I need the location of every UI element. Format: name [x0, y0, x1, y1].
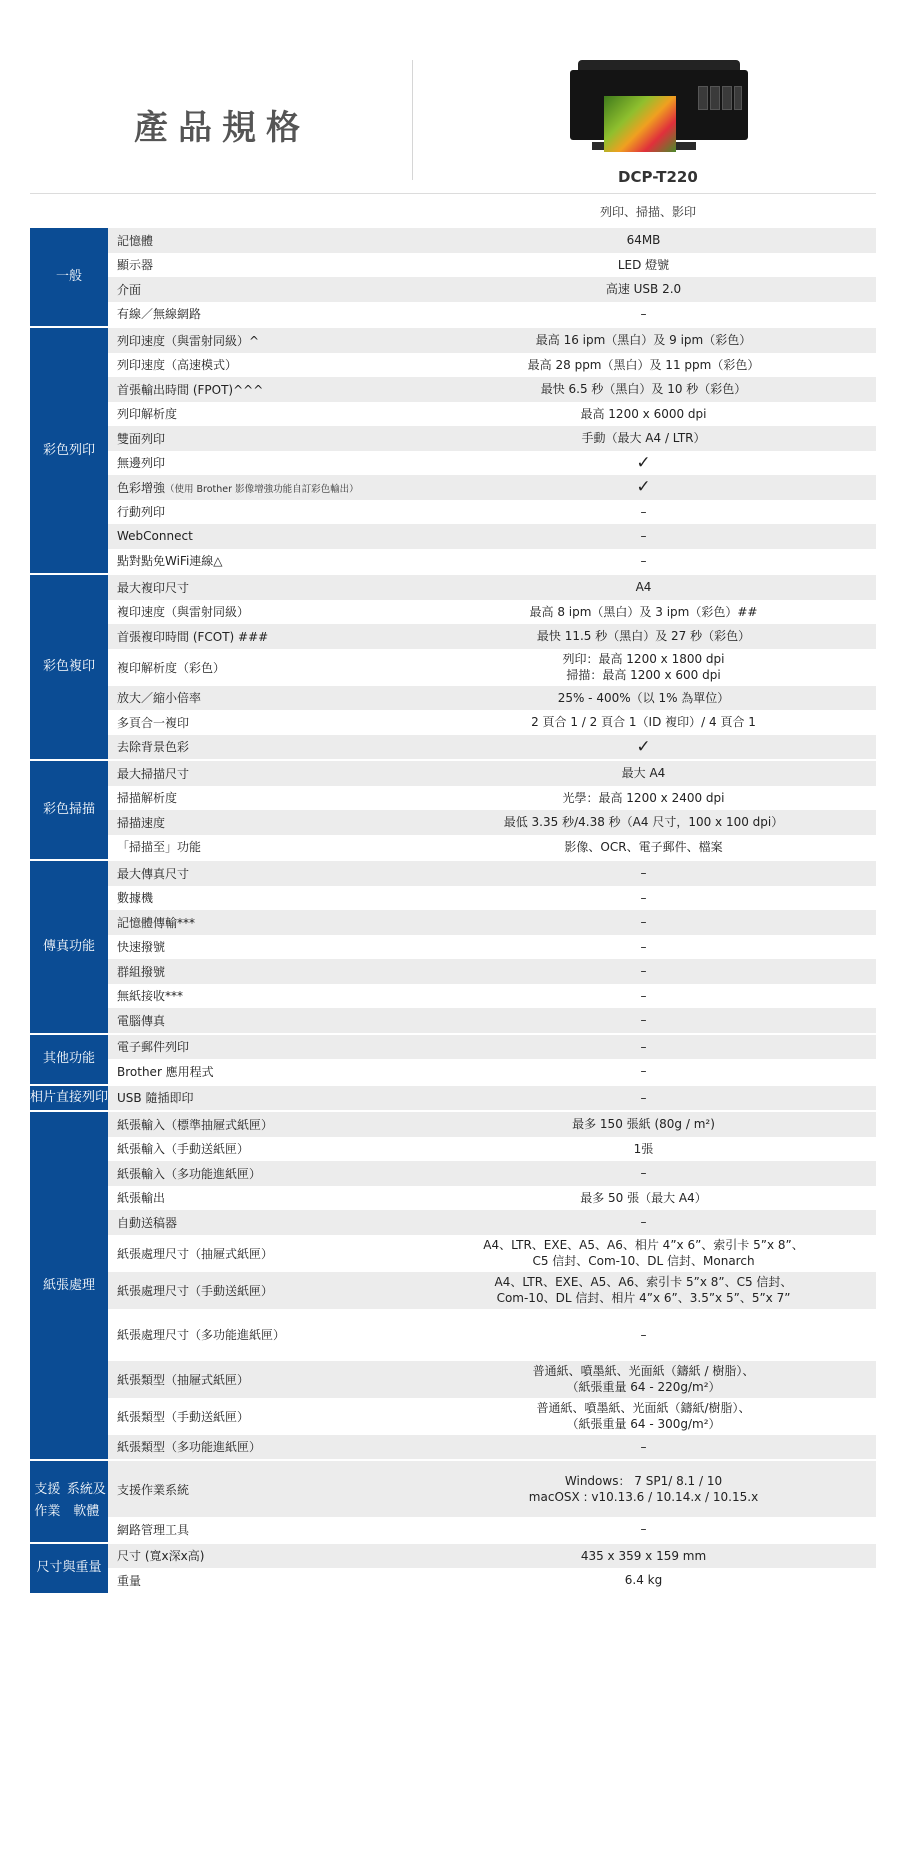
spec-value	[411, 628, 876, 644]
spec-value-text: macOSX : v10.13.6 / 10.14.x / 10.15.x	[528, 1490, 759, 1504]
spec-row	[108, 835, 876, 860]
spec-name	[108, 814, 411, 831]
spec-value-text: A4	[635, 580, 652, 595]
group-label	[30, 1461, 108, 1542]
spec-group	[30, 228, 876, 326]
spec-name-text: 紙張類型（抽屜式紙匣）	[117, 1372, 250, 1387]
spec-row	[108, 1435, 876, 1460]
spec-name-text: 去除背景色彩	[117, 740, 190, 755]
spec-value	[411, 430, 876, 446]
spec-value-text: 最高 8 ipm（黑白）及 3 ipm（彩色）##	[529, 604, 758, 619]
spec-name-text: 列印速度（與雷射同級）^	[117, 333, 260, 348]
spec-value	[411, 1363, 876, 1395]
spec-name	[108, 503, 411, 520]
spec-row	[108, 549, 876, 574]
spec-name-text: 紙張輸入（手動送紙匣）	[117, 1142, 250, 1157]
spec-name-text: 雙面列印	[117, 431, 166, 446]
spec-name-text: 多頁合一複印	[117, 715, 190, 730]
spec-name-text: USB 隨插即印	[117, 1091, 194, 1106]
spec-row	[108, 1137, 876, 1162]
spec-name-text: 無邊列印	[117, 456, 166, 471]
spec-value	[411, 281, 876, 297]
spec-row	[108, 1059, 876, 1084]
spec-row	[108, 1008, 876, 1033]
spec-value-text: –	[640, 1522, 647, 1537]
spec-name-text: 支援作業系統	[117, 1482, 190, 1497]
spec-value-text: 最高 16 ipm（黑白）及 9 ipm（彩色）	[535, 333, 752, 348]
page-title: 產品規格	[134, 108, 310, 148]
spec-value	[411, 1063, 876, 1079]
spec-name	[108, 479, 411, 496]
spec-value-text: 光學：最高 1200 x 2400 dpi	[562, 790, 725, 805]
spec-row	[108, 1361, 876, 1398]
spec-name-text: 列印速度（高速模式）	[117, 358, 238, 373]
spec-name	[108, 579, 411, 596]
spec-name	[108, 838, 411, 855]
group-label-text: 彩色列印	[42, 442, 95, 458]
spec-value-text: –	[640, 553, 647, 568]
spec-value	[411, 1274, 876, 1306]
spec-name-text: 有線／無線網路	[117, 307, 202, 322]
spec-name	[108, 1438, 411, 1455]
group-label	[30, 761, 108, 859]
spec-value	[411, 257, 876, 273]
model-features: 列印、掃描、影印	[600, 205, 697, 219]
spec-row	[108, 786, 876, 811]
spec-name	[108, 628, 411, 645]
spec-name	[108, 659, 411, 676]
spec-value-text: 25% - 400%（以 1% 為單位）	[557, 690, 730, 705]
spec-row	[108, 377, 876, 402]
spec-value	[411, 528, 876, 544]
spec-row	[108, 710, 876, 735]
spec-value-text: 影像、OCR、電子郵件、檔案	[564, 839, 723, 854]
spec-name	[108, 865, 411, 882]
spec-value-text: 最低 3.35 秒/4.38 秒（A4 尺寸，100 x 100 dpi）	[503, 815, 784, 830]
spec-value	[411, 452, 876, 473]
spec-value-text: –	[640, 939, 647, 954]
group-label-text: 相片直接列印	[30, 1089, 109, 1105]
group-label-text: 其他功能	[42, 1051, 95, 1066]
spec-name-text: 最大傳真尺寸	[117, 866, 190, 881]
spec-value	[411, 1012, 876, 1028]
spec-name	[108, 1326, 411, 1343]
spec-name	[108, 1481, 411, 1498]
spec-name-text: 快速撥號	[117, 940, 166, 955]
spec-value-text: –	[640, 1064, 647, 1079]
spec-row	[108, 1309, 876, 1361]
spec-value	[411, 604, 876, 620]
spec-name	[108, 332, 411, 349]
group-label-text: 紙張處理	[42, 1277, 95, 1293]
spec-name	[108, 738, 411, 755]
spec-name	[108, 1547, 411, 1564]
spec-name-text: 網路管理工具	[117, 1522, 190, 1537]
spec-name-text: 紙張輸入（標準抽屜式紙匣）	[117, 1117, 274, 1132]
spec-row	[108, 328, 876, 353]
spec-group	[30, 1544, 876, 1593]
spec-header	[0, 0, 900, 219]
spec-value	[411, 1165, 876, 1181]
spec-name	[108, 765, 411, 782]
spec-row	[108, 761, 876, 786]
spec-name-text: 電子郵件列印	[117, 1040, 190, 1055]
spec-name	[108, 789, 411, 806]
spec-name-text: 尺寸 (寬x深x高)	[117, 1549, 205, 1564]
spec-name	[108, 1012, 411, 1029]
spec-row	[108, 1544, 876, 1569]
spec-value-text: 最快 6.5 秒（黑白）及 10 秒（彩色）	[540, 382, 747, 397]
spec-value-text: Com-10、DL 信封、相片 4”x 6”、3.5”x 5”、5”x 7”	[496, 1291, 791, 1305]
spec-name-text: 複印速度（與雷射同級）	[117, 605, 250, 620]
spec-name	[108, 381, 411, 398]
spec-group	[30, 861, 876, 1033]
spec-name-text: 紙張輸出	[117, 1191, 166, 1206]
spec-value-text: –	[640, 1090, 647, 1105]
spec-name	[108, 1408, 411, 1425]
spec-row	[108, 277, 876, 302]
spec-value-text: –	[640, 1013, 647, 1028]
spec-row	[108, 1112, 876, 1137]
spec-value	[411, 406, 876, 422]
spec-row	[108, 353, 876, 378]
spec-value-text: 2 頁合 1 / 2 頁合 1（ID 複印）/ 4 頁合 1	[531, 715, 756, 730]
spec-name	[108, 281, 411, 298]
spec-row	[108, 649, 876, 686]
spec-value	[411, 332, 876, 348]
spec-group	[30, 575, 876, 759]
spec-value-text: 1張	[633, 1141, 654, 1156]
spec-value	[411, 306, 876, 322]
spec-value-text: 普通紙、噴墨紙、光面紙（鑄紙 / 樹脂）、	[532, 1364, 755, 1378]
spec-name-text: Brother 應用程式	[117, 1064, 214, 1079]
spec-name	[108, 1282, 411, 1299]
spec-name	[108, 405, 411, 422]
group-label	[30, 1086, 108, 1111]
check-icon: ✓	[636, 477, 651, 498]
spec-name-text: 點對點免WiFi連線△	[117, 554, 223, 569]
spec-value	[411, 1327, 876, 1343]
spec-value	[411, 1190, 876, 1206]
spec-row	[108, 959, 876, 984]
spec-row	[108, 1461, 876, 1517]
spec-value-text: –	[640, 1215, 647, 1230]
spec-name	[108, 1371, 411, 1388]
spec-value	[411, 1439, 876, 1455]
spec-value	[411, 1116, 876, 1132]
spec-value-text: –	[640, 866, 647, 881]
group-label-text: 系統及軟體	[66, 1482, 106, 1520]
spec-value-text: （紙張重量 64 - 300g/m²）	[566, 1417, 721, 1431]
spec-value-text: –	[640, 529, 647, 544]
group-label	[30, 1112, 108, 1459]
spec-value-text: 最多 150 張紙 (80g / m²)	[572, 1117, 715, 1132]
spec-value	[411, 890, 876, 906]
header-rule	[30, 193, 876, 194]
spec-row	[108, 984, 876, 1009]
spec-name	[108, 1521, 411, 1538]
group-label	[30, 328, 108, 573]
spec-value-text: 普通紙、噴墨紙、光面紙（鑄紙/樹脂）、	[536, 1401, 751, 1415]
spec-name-text: 紙張輸入（多功能進紙匣）	[117, 1166, 262, 1181]
spec-value-text: A4、LTR、EXE、A5、A6、索引卡 5”x 8”、C5 信封、	[494, 1275, 793, 1289]
spec-value	[411, 814, 876, 830]
spec-value	[411, 579, 876, 595]
spec-value-text: –	[640, 890, 647, 905]
spec-name	[108, 356, 411, 373]
group-label-text: 傳真功能	[42, 938, 95, 954]
spec-name	[108, 1038, 411, 1055]
spec-name-text: 行動列印	[117, 505, 166, 520]
spec-value	[411, 963, 876, 979]
spec-value-text: 掃描：最高 1200 x 600 dpi	[566, 668, 721, 682]
spec-value	[411, 988, 876, 1004]
spec-name-text: 「掃描至」功能	[117, 840, 202, 855]
spec-value-text: 最大 A4	[621, 766, 666, 781]
spec-name	[108, 1063, 411, 1080]
spec-name	[108, 454, 411, 471]
spec-value-text: 最快 11.5 秒（黑白）及 27 秒（彩色）	[536, 629, 751, 644]
spec-name-text: 複印解析度（彩色）	[117, 660, 226, 675]
group-label-text: 彩色複印	[42, 659, 95, 674]
spec-row	[108, 624, 876, 649]
spec-name	[108, 603, 411, 620]
spec-value-text: –	[640, 1039, 647, 1054]
spec-name	[108, 889, 411, 906]
spec-value-text: 手動（最大 A4 / LTR）	[581, 431, 706, 446]
spec-name-text: 數據機	[117, 891, 154, 906]
spec-name-text: 列印解析度	[117, 407, 178, 422]
spec-name	[108, 256, 411, 273]
spec-name-text: WebConnect	[117, 529, 193, 544]
spec-name-text: 記憶體	[117, 233, 154, 248]
spec-group	[30, 1035, 876, 1084]
spec-name	[108, 1089, 411, 1106]
spec-value-text: –	[640, 1327, 647, 1342]
spec-value-text: LED 燈號	[617, 257, 670, 272]
spec-name-text: 重量	[117, 1573, 142, 1588]
spec-value	[411, 1039, 876, 1055]
spec-value	[411, 381, 876, 397]
spec-name-text: 無紙接收***	[117, 989, 184, 1004]
spec-value	[411, 1548, 876, 1564]
spec-row	[108, 475, 876, 500]
spec-row	[108, 1398, 876, 1435]
spec-name-text: 最大複印尺寸	[117, 580, 190, 595]
spec-value-text: C5 信封、Com-10、DL 信封、Monarch	[532, 1254, 755, 1268]
spec-value	[411, 736, 876, 757]
spec-value-text: –	[640, 1439, 647, 1454]
spec-row	[108, 935, 876, 960]
spec-row	[108, 1517, 876, 1542]
group-label	[30, 1035, 108, 1084]
spec-value-text: 最多 50 張（最大 A4）	[580, 1190, 707, 1205]
group-label	[30, 575, 108, 759]
spec-group	[30, 1461, 876, 1542]
spec-name-text: 紙張類型（多功能進紙匣）	[117, 1440, 262, 1455]
spec-name-text: 掃描解析度	[117, 791, 178, 806]
spec-name	[108, 914, 411, 931]
spec-row	[108, 253, 876, 278]
spec-value	[411, 477, 876, 498]
spec-value	[411, 1521, 876, 1537]
group-label	[30, 228, 108, 326]
group-label	[30, 861, 108, 1033]
spec-value-text: –	[640, 988, 647, 1003]
spec-name-text: 掃描速度	[117, 815, 166, 830]
spec-name-text: 電腦傳真	[117, 1013, 166, 1028]
spec-row	[108, 1086, 876, 1111]
spec-value	[411, 651, 876, 683]
printer-image	[570, 60, 748, 152]
spec-value	[411, 865, 876, 881]
spec-value	[411, 232, 876, 248]
spec-row	[108, 1568, 876, 1593]
spec-name	[108, 232, 411, 249]
spec-value-text: Windows： 7 SP1/ 8.1 / 10	[564, 1474, 723, 1488]
spec-value-text: 6.4 kg	[624, 1573, 663, 1588]
spec-value	[411, 357, 876, 373]
spec-name-text: 放大／縮小倍率	[117, 691, 202, 706]
spec-row	[108, 735, 876, 760]
spec-name-text: 紙張類型（手動送紙匣）	[117, 1409, 250, 1424]
spec-row	[108, 1210, 876, 1235]
spec-name	[108, 938, 411, 955]
spec-value	[411, 1090, 876, 1106]
spec-row	[108, 910, 876, 935]
spec-row	[108, 1161, 876, 1186]
spec-value-text: A4、LTR、EXE、A5、A6、相片 4”x 6”、索引卡 5”x 8”、	[483, 1238, 804, 1252]
model-name: DCP-T220	[618, 168, 698, 186]
spec-value	[411, 1572, 876, 1588]
spec-value	[411, 714, 876, 730]
spec-value-text: –	[640, 915, 647, 930]
spec-name	[108, 714, 411, 731]
spec-name	[108, 430, 411, 447]
group-label-text: 一般	[55, 269, 82, 284]
spec-name	[108, 1140, 411, 1157]
spec-value	[411, 839, 876, 855]
spec-row	[108, 686, 876, 711]
spec-value-text: 高速 USB 2.0	[605, 282, 682, 297]
spec-row	[108, 451, 876, 476]
spec-value-text: 最高 1200 x 6000 dpi	[580, 406, 707, 421]
spec-row	[108, 426, 876, 451]
spec-value-text: 最高 28 ppm（黑白）及 11 ppm（彩色）	[527, 357, 760, 372]
spec-table	[30, 228, 876, 1595]
spec-row	[108, 810, 876, 835]
spec-value	[411, 1237, 876, 1269]
spec-value	[411, 690, 876, 706]
spec-name-text: 紙張處理尺寸（多功能進紙匣）	[117, 1328, 286, 1342]
spec-name-text: 記憶體傳輸***	[117, 915, 196, 930]
spec-group	[30, 761, 876, 859]
group-label-text: 尺寸與重量	[36, 1560, 102, 1575]
spec-value	[411, 1141, 876, 1157]
spec-name-text: 最大掃描尺寸	[117, 766, 190, 781]
spec-value-text: 435 x 359 x 159 mm	[580, 1548, 707, 1563]
spec-row	[108, 1035, 876, 1060]
spec-row	[108, 600, 876, 625]
group-label-text: 彩色掃描	[42, 802, 95, 817]
spec-name	[108, 305, 411, 322]
spec-name	[108, 689, 411, 706]
header-divider	[412, 60, 413, 180]
spec-row	[108, 1186, 876, 1211]
spec-value	[411, 553, 876, 569]
spec-value-text: 64MB	[626, 233, 661, 248]
check-icon: ✓	[636, 736, 651, 757]
spec-name	[108, 552, 411, 569]
spec-value-text: –	[640, 964, 647, 979]
spec-group	[30, 328, 876, 573]
spec-name-text: 色彩增強	[117, 480, 166, 495]
spec-value-text: –	[640, 504, 647, 519]
spec-row	[108, 861, 876, 886]
spec-name-text: 介面	[117, 282, 142, 297]
spec-name-text: 紙張處理尺寸（手動送紙匣）	[117, 1283, 274, 1298]
group-label	[30, 1544, 108, 1593]
spec-row	[108, 302, 876, 327]
spec-name-text: 首張輸出時間 (FPOT)^^^	[117, 382, 264, 397]
spec-row	[108, 402, 876, 427]
spec-name	[108, 963, 411, 980]
spec-row	[108, 228, 876, 253]
spec-row	[108, 886, 876, 911]
spec-value	[411, 765, 876, 781]
spec-name	[108, 1572, 411, 1589]
spec-value	[411, 939, 876, 955]
spec-value	[411, 504, 876, 520]
spec-group	[30, 1086, 876, 1111]
spec-name	[108, 1165, 411, 1182]
spec-row	[108, 1272, 876, 1309]
spec-value	[411, 1473, 876, 1505]
spec-name	[108, 529, 411, 543]
spec-name-text: 自動送稿器	[117, 1215, 178, 1230]
spec-name	[108, 1245, 411, 1262]
check-icon: ✓	[636, 452, 651, 473]
spec-value-text: –	[640, 306, 647, 321]
spec-name	[108, 1116, 411, 1133]
spec-name-text: 首張複印時間 (FCOT) ###	[117, 629, 269, 644]
group-label-text: 支援作業	[34, 1482, 61, 1520]
spec-name	[108, 1189, 411, 1206]
spec-name-text: 群組撥號	[117, 964, 166, 979]
spec-row	[108, 524, 876, 549]
spec-name-text: 紙張處理尺寸（抽屜式紙匣）	[117, 1246, 274, 1261]
spec-row	[108, 575, 876, 600]
spec-row	[108, 1235, 876, 1272]
spec-row	[108, 500, 876, 525]
spec-value-text: （紙張重量 64 - 220g/m²）	[566, 1380, 721, 1394]
spec-name-note: （使用 Brother 影像增強功能自訂彩色輸出）	[165, 483, 359, 495]
spec-value-text: –	[640, 1166, 647, 1181]
spec-name-text: 顯示器	[117, 258, 154, 273]
spec-group	[30, 1112, 876, 1459]
spec-name	[108, 1214, 411, 1231]
spec-value	[411, 914, 876, 930]
spec-value-text: 列印：最高 1200 x 1800 dpi	[562, 652, 725, 666]
spec-value	[411, 1400, 876, 1432]
spec-value	[411, 1214, 876, 1230]
spec-name	[108, 987, 411, 1004]
spec-value	[411, 790, 876, 806]
